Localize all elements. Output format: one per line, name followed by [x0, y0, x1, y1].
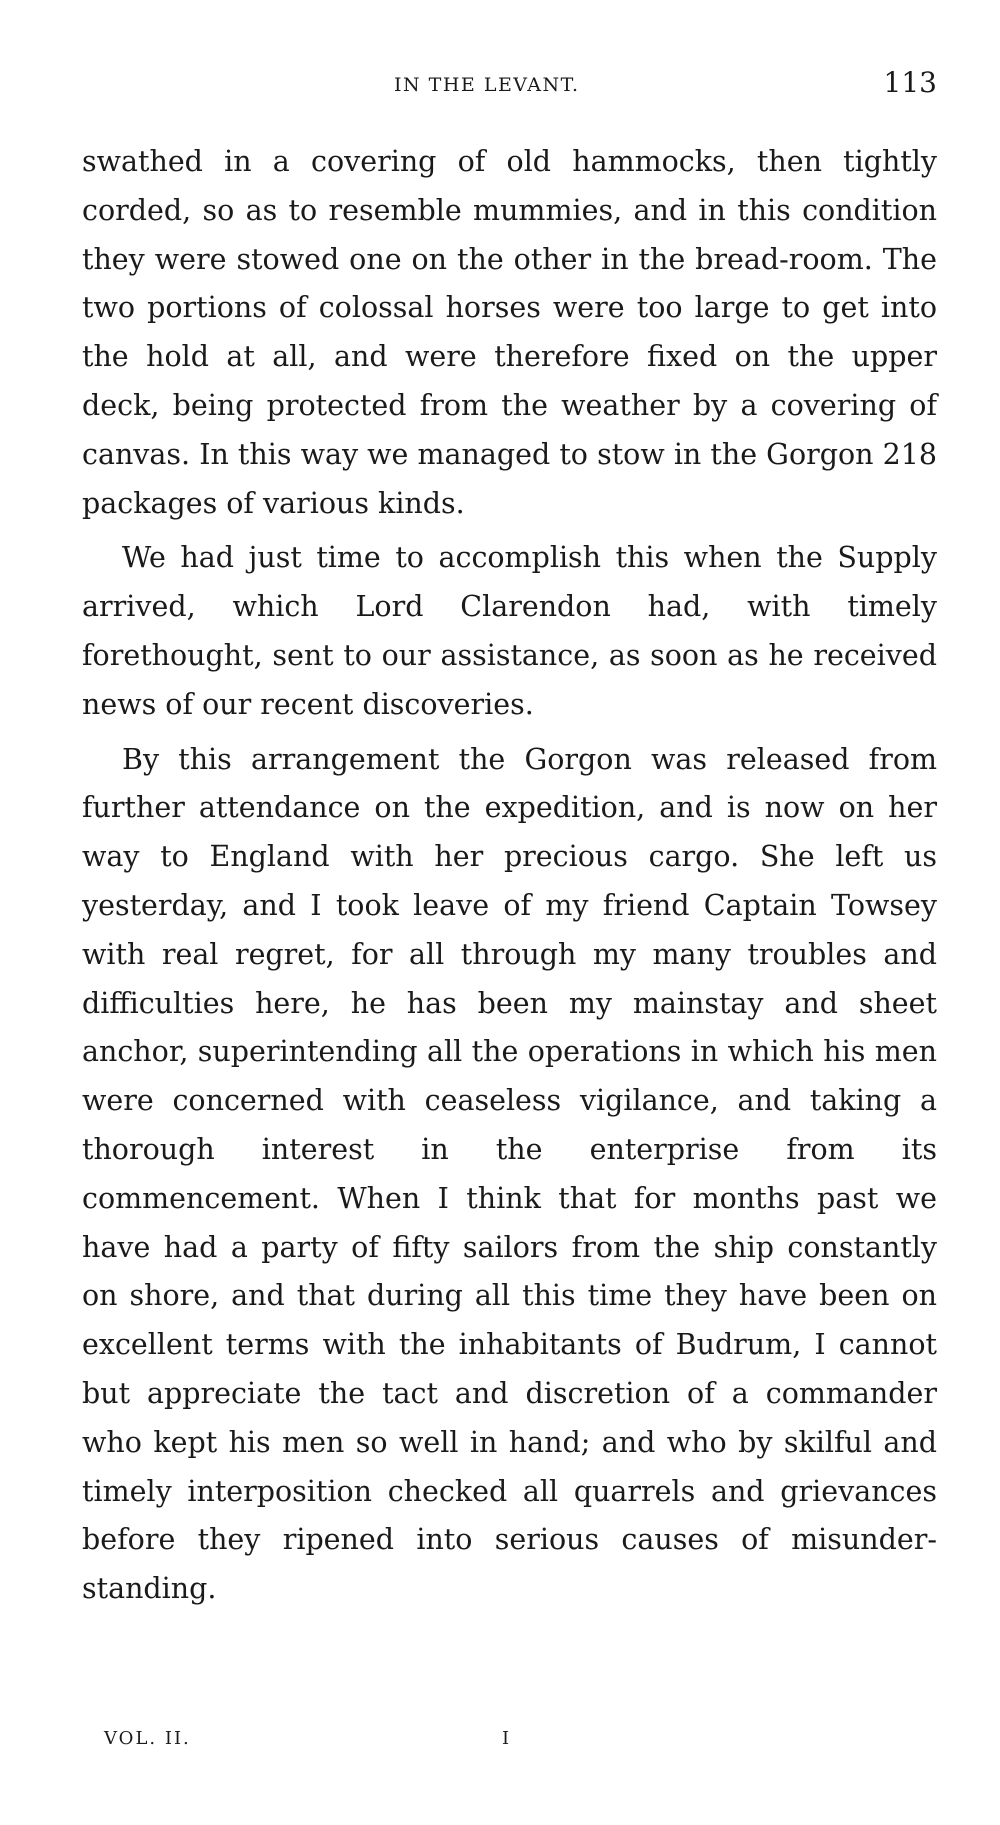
page-footer	[104, 1728, 924, 1758]
page-number: 113	[883, 66, 937, 99]
paragraph-3: By this arrangement the Gorgon was released from further attendance on the expedition, and is now on her way to England with her precious cargo. She left us yesterday, and I took leave of my friend Captain Towsey with real regret, for all through my many troubles and difficulties here, he has been my mainstay and sheet anchor, superintending all the operations in which his men were concerned with ceaseless vigilance, and taking a thorough interest in the enterprise from its commencement. When I think that for months past we have had a party of fifty sailors from the ship constantly on shore, and that during all this time they have been on excellent terms with the inhabitants of Budrum, I cannot but appreciate the tact and discretion of a commander who kept his men so well in hand; and who by skilful and timely interposition checked all quarrels and grievances before they ripened into serious causes of misunderstanding.	[82, 742, 937, 1606]
paragraph-1: swathed in a covering of old hammocks, then tightly corded, so as to resemble mummies, and in this condition they were stowed one on the other in the bread-room. The two portions of colossal horses were too large to get into the hold at all, and were therefore fixed on the upper deck, being protected from the weather by a covering of canvas. In this way we managed to stow in the Gorgon 218 packages of various kinds.	[82, 145, 937, 520]
body-text	[82, 138, 937, 1614]
paragraph-2: We had just time to accomplish this when the Supply arrived, which Lord Clarendon had, with timely forethought, sent to our assistance, as soon as he received news of our recent discoveries.	[82, 541, 937, 721]
sheet-mark: I	[502, 1728, 512, 1749]
running-head	[82, 66, 937, 106]
running-title: IN THE LEVANT.	[394, 74, 580, 96]
volume-signature: VOL. II.	[104, 1728, 191, 1749]
